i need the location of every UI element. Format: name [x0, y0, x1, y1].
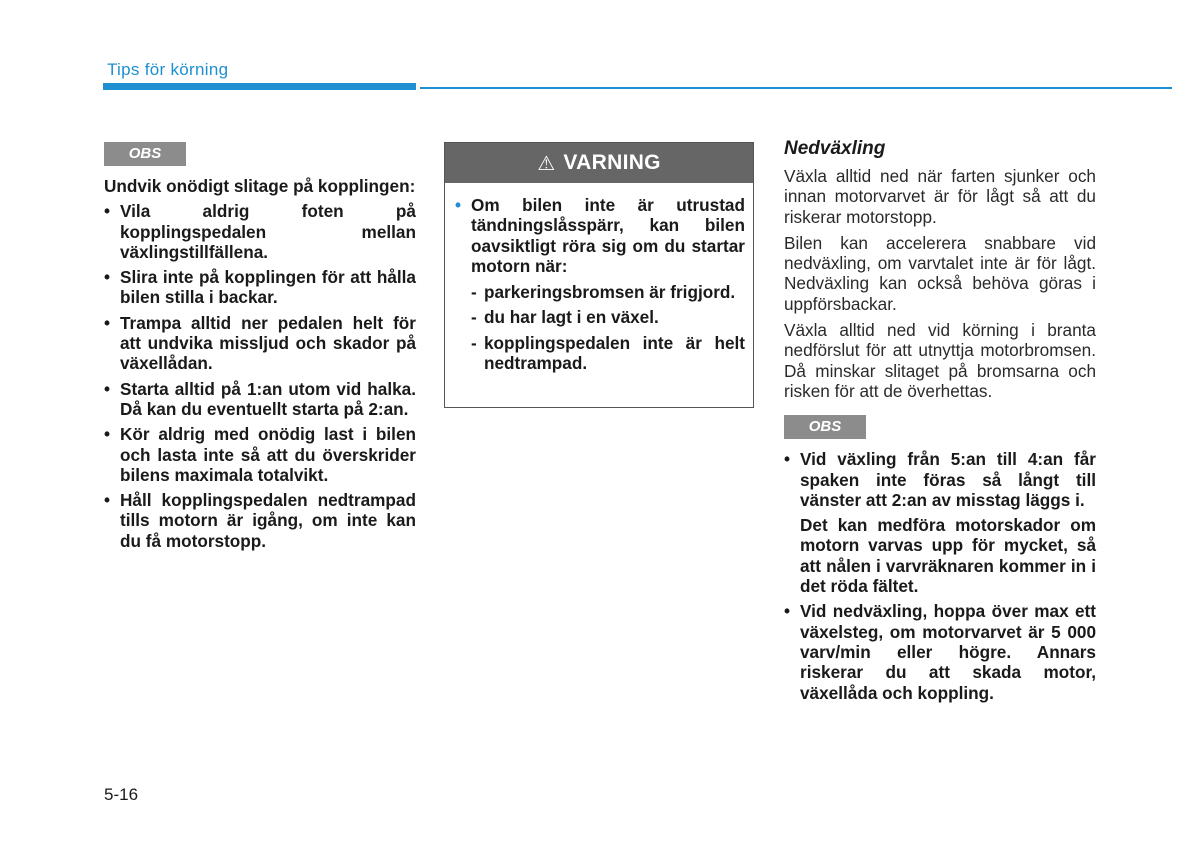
- warning-header: [445, 143, 753, 183]
- obs-badge: OBS: [104, 142, 186, 166]
- obs-badge: OBS: [784, 415, 866, 439]
- downshift-notes-list: [784, 449, 1096, 510]
- bullet-icon: •: [104, 267, 111, 288]
- section-heading: Nedväxling: [784, 138, 886, 159]
- clutch-intro: Undvik onödigt slitage på kopplingen:: [104, 176, 416, 196]
- right-column: [784, 138, 1096, 708]
- section-header-title: Tips för körning: [107, 60, 229, 79]
- warning-title: VARNING: [563, 151, 661, 174]
- list-item: - kopplingspedalen inte är helt nedtrampad.: [471, 332, 745, 374]
- warning-triangle-icon: ⚠: [537, 152, 556, 175]
- note-detail: Det kan medföra motorskador om motorn varvas upp för mycket, så att nålen i varvräknaren kommer in i det röda fältet.: [800, 515, 1096, 597]
- page-number: 5-16: [104, 785, 139, 804]
- list-item: - du har lagt i en växel.: [471, 307, 659, 328]
- dash-icon: -: [471, 307, 477, 328]
- header-rule-thick: [103, 83, 416, 90]
- list-item: • Vila aldrig foten på kopplingspedalen mellan växlingstillfällena.: [104, 201, 416, 262]
- list-item: • Trampa alltid ner pedalen helt för att undvika missljud och skador på växellådan.: [104, 312, 416, 374]
- warning-box: [444, 142, 754, 408]
- bullet-icon: •: [104, 378, 111, 399]
- bullet-icon: •: [104, 201, 111, 222]
- list-item: - parkeringsbromsen är frigjord.: [471, 282, 736, 303]
- warning-body: [445, 183, 753, 373]
- dash-icon: -: [471, 282, 477, 303]
- bullet-icon: •: [104, 424, 111, 445]
- list-item: • Slira inte på kopplingen för att hålla bilen stilla i backar.: [104, 267, 416, 308]
- list-item: • Håll kopplingspedalen nedtrampad tills motorn är igång, om inte kan du få motorstopp.: [104, 490, 416, 551]
- header-rule-thin: [420, 87, 1172, 89]
- left-column: [104, 142, 416, 556]
- list-item: • Kör aldrig med onödig last i bilen och lasta inte så att du överskrider bilens maximala totalvikt.: [104, 424, 416, 485]
- dash-icon: -: [471, 332, 477, 353]
- bullet-icon: •: [784, 449, 791, 470]
- bullet-icon: •: [455, 195, 462, 215]
- paragraph: Bilen kan accelerera snabbare vid nedväxling, om varvtalet inte är för lågt. Nedväxling kan också behöva göras i uppförsbackar.: [784, 232, 1096, 314]
- warning-intro: • Om bilen inte är utrustad tändningslåsspärr, kan bilen oavsiktligt röra sig om du startar motorn när:: [455, 195, 745, 276]
- list-item: • Starta alltid på 1:an utom vid halka. Då kan du eventuellt starta på 2:an.: [104, 378, 416, 419]
- downshift-notes-list-2: [784, 601, 1096, 702]
- paragraph: Växla alltid ned när farten sjunker och innan motorvarvet är för lågt så att du riskerar motorstopp.: [784, 166, 1096, 227]
- warning-conditions: [455, 282, 745, 373]
- paragraph: Växla alltid ned vid körning i branta nedförslut för att utnyttja motorbromsen. Då minskar slitaget på bromsarna och risken för att de överhettas.: [784, 320, 1096, 401]
- list-item: • Vid växling från 5:an till 4:an får spaken inte föras så långt till vänster att 2:an av misstag läggs i.: [784, 449, 1096, 510]
- bullet-icon: •: [784, 601, 791, 622]
- list-item: • Vid nedväxling, hoppa över max ett växelsteg, om motorvarvet är 5 000 varv/min eller högre. Annars riskerar du att skada motor, växellåda och koppling.: [784, 601, 1096, 703]
- clutch-tips-list: [104, 201, 416, 551]
- bullet-icon: •: [104, 312, 111, 333]
- bullet-icon: •: [104, 490, 111, 511]
